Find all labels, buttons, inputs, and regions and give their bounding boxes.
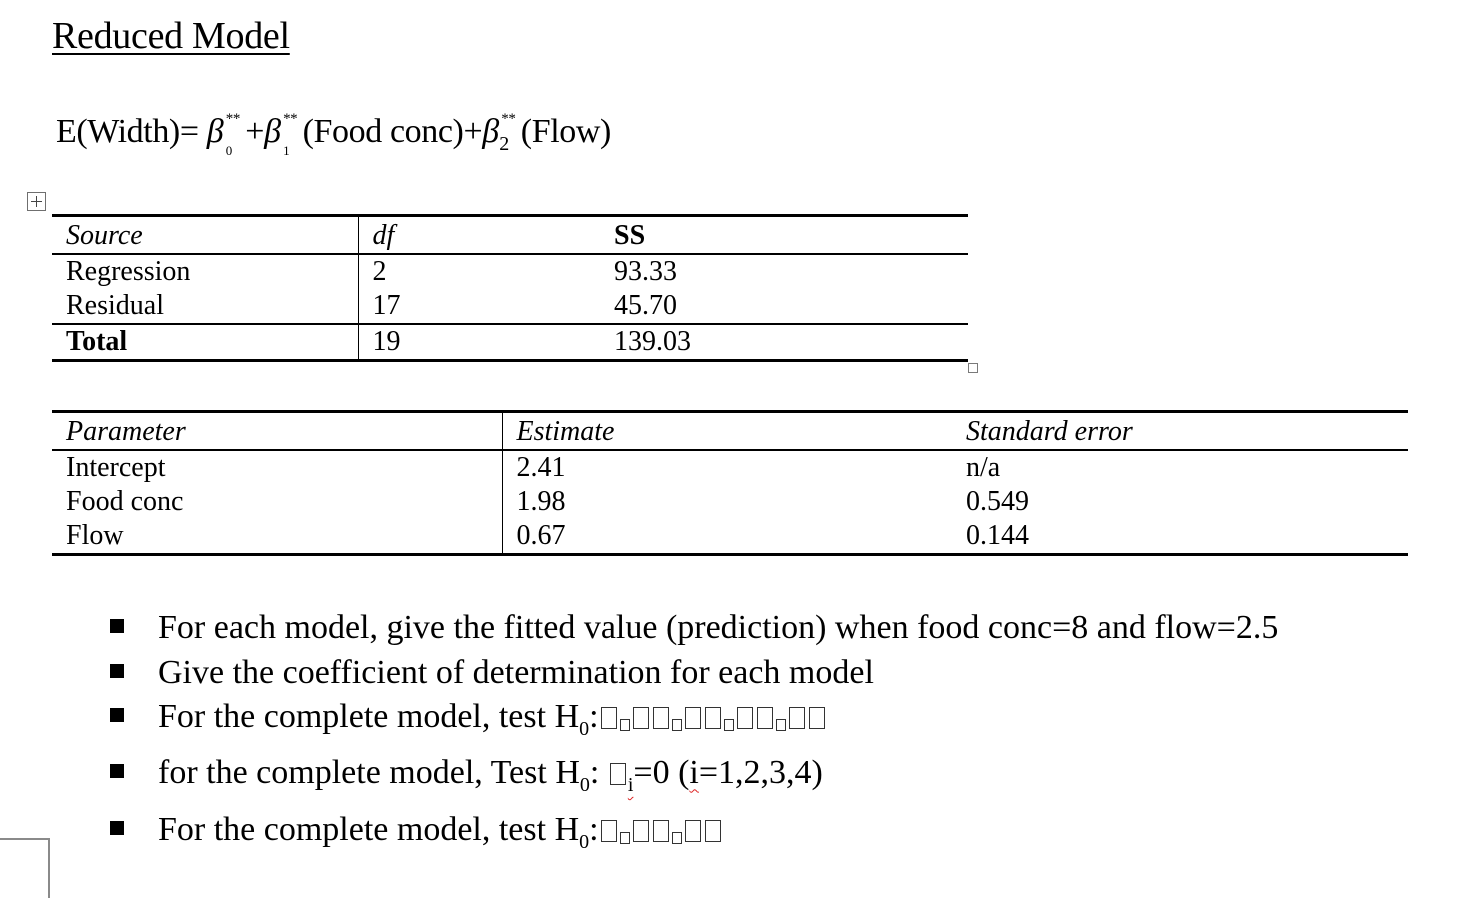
table-move-handle-icon[interactable] (27, 192, 46, 211)
header-parameter: Parameter (52, 412, 502, 451)
cell-ss: 93.33 (614, 256, 677, 287)
question-text: for the complete model, Test H (158, 754, 580, 792)
question-text: Give the coefficient of determination for each model (158, 653, 874, 691)
question-text: For the complete model, test H (158, 810, 580, 848)
cell-source: Residual (66, 290, 164, 321)
cell-df: 2 (358, 254, 600, 289)
equation-lhs: E(Width) (56, 113, 180, 150)
cell-estimate: 2.41 (502, 450, 952, 485)
table-resize-handle-icon[interactable] (968, 363, 978, 373)
parameter-table (52, 410, 1408, 556)
list-item (100, 606, 1278, 651)
cell-source: Total (52, 324, 358, 361)
page-corner-marker (0, 838, 50, 898)
question-list (100, 606, 1278, 864)
missing-glyphs (599, 698, 827, 735)
cell-estimate: 0.67 (502, 519, 952, 555)
missing-glyph (610, 763, 626, 785)
table-header-row (52, 216, 968, 255)
table-row (52, 519, 1408, 555)
list-item: For the complete model, test $H_0$: (100, 808, 1278, 864)
anova-table (52, 214, 968, 362)
header-source: Source (52, 216, 358, 255)
header-ss: SS (600, 216, 968, 255)
cell-source: Regression (66, 256, 191, 287)
cell-standard-error: 0.549 (966, 486, 1029, 517)
cell-parameter: Food conc (66, 486, 184, 517)
header-estimate: Estimate (502, 412, 952, 451)
table-row (52, 485, 1408, 519)
table-row (52, 450, 1408, 485)
cell-standard-error: 0.144 (952, 519, 1408, 555)
regression-equation: E(Width)= β ** 0 +β ** 1 (Food conc)+β ** 2 (Flow) (56, 111, 611, 158)
question-text: For each model, give the fitted value (prediction) when food conc=8 and flow=2.5 (158, 609, 1279, 646)
cell-df: 17 (358, 289, 600, 324)
header-standard-error: Standard error (952, 412, 1408, 451)
bullet-icon (110, 619, 124, 633)
table-row-total (52, 324, 968, 361)
header-df: df (358, 216, 600, 255)
bullet-icon (110, 821, 124, 835)
cell-parameter: Flow (52, 519, 502, 555)
beta-1: β ** 1 (264, 111, 298, 158)
list-item (100, 651, 1278, 696)
list-item: For the complete model, test $H_0$: (100, 695, 1278, 751)
list-item: for the complete model, Test $H_0$: $_i$=0 (i=1,2,3,4) (100, 751, 1278, 807)
equation-term-flow: (Flow) (520, 113, 611, 150)
cell-standard-error: n/a (966, 452, 1001, 483)
cell-ss: 45.70 (614, 290, 677, 321)
bullet-icon (110, 664, 124, 678)
page-title: Reduced Model (52, 15, 290, 57)
table-row (52, 289, 968, 324)
table-header-row (52, 412, 1408, 451)
cell-ss: 139.03 (600, 324, 968, 361)
beta-2: β ** 2 (482, 111, 516, 155)
cell-df: 19 (358, 324, 600, 361)
table-row (52, 254, 968, 289)
missing-glyphs (599, 811, 723, 848)
cell-parameter: Intercept (66, 452, 166, 483)
beta-0: β ** 0 (206, 111, 240, 158)
cell-estimate: 1.98 (502, 485, 952, 519)
equation-term-food: (Food conc) (302, 113, 464, 150)
bullet-icon (110, 708, 124, 722)
bullet-icon (110, 764, 124, 778)
question-text: For the complete model, test H (158, 698, 580, 735)
